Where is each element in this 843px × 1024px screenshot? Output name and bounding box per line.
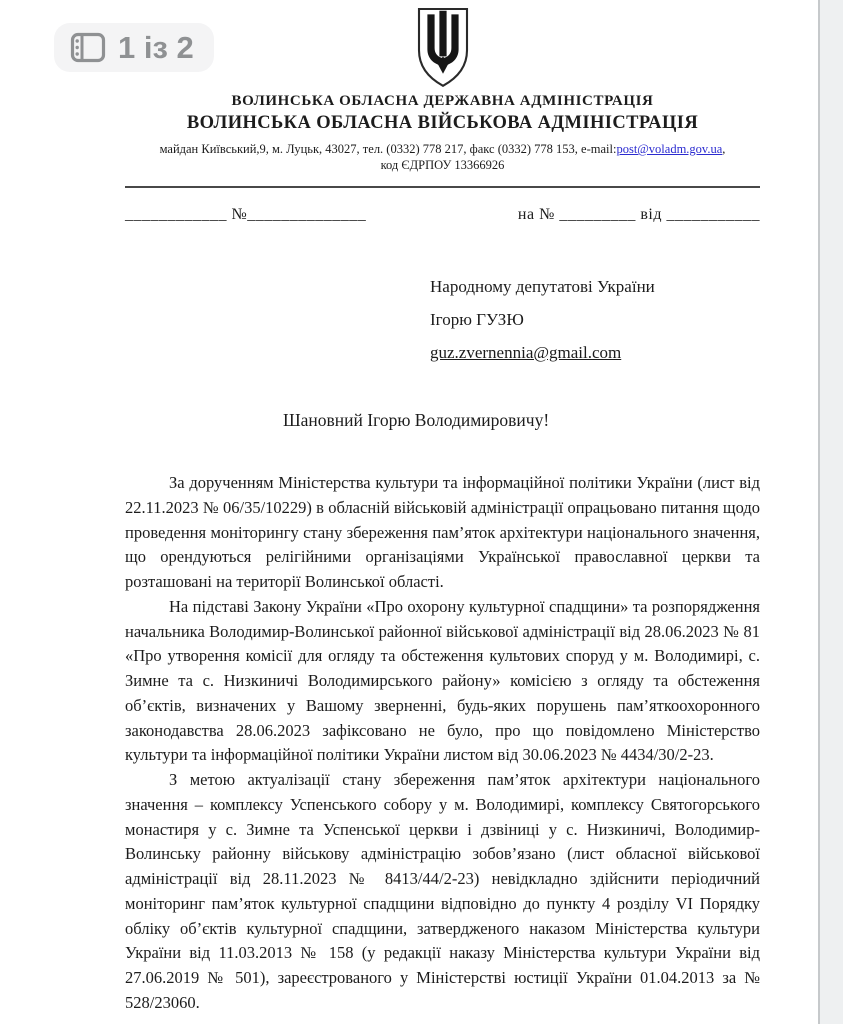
- outgoing-number-blank: ____________ №______________: [125, 206, 367, 223]
- reference-number-line: [125, 204, 760, 226]
- org-name-state-administration: ВОЛИНСЬКА ОБЛАСНА ДЕРЖАВНА АДМІНІСТРАЦІЯ: [231, 93, 654, 109]
- number-sign: №: [231, 206, 248, 223]
- body-paragraph-1: За дорученням Міністерства культури та інформаційної політики України (лист від 22.11.2023 № 06/35/10229) в обласній військовій адміністрації опрацьовано питання щодо проведення моніторингу стану збереження пам’яток архітектури національного значення, що орендуються релігійними організаціями Української православної церкви та розташовані на території Волинської області.: [125, 473, 760, 591]
- body-paragraph-2: На підставі Закону України «Про охорону культурної спадщини» та розпорядження начальника Володимир-Волинської районної військової адміністрації від 28.06.2023 № 81 «Про утворення комісії для огляду та обстеження культових споруд у м. Володимирі, с. Зимне та с. Низкиничі Володимирського району» комісією з огляду та обстеження об’єктів, визначених у Вашому зверненні, будь-яких порушень пам’яткоохоронного законодавства 28.06.2023 зафіксовано не було, про що повідомлено Міністерство культури та інформаційної політики України листом від 30.06.2023 № 4434/30/2-23.: [125, 596, 760, 765]
- letterhead-divider: [125, 186, 760, 188]
- contact-line: [125, 141, 760, 157]
- org-email-link[interactable]: post@voladm.gov.ua: [616, 142, 723, 156]
- recipient-title: Народному депутатові України: [430, 277, 655, 296]
- recipient-block: [430, 270, 760, 369]
- body-paragraph-3: З метою актуалізації стану збереження пам’яток архітектури національного значення – комплексу Успенського собору у м. Володимирі, комплексу Святогорського монастиря у с. Зимне та Успенської церкви і дзвіниці у с. Низкиничі, Володимир-Волинську районну військову адміністрацію зобов’язано (лист обласної військової адміністрації від 28.11.2023 № 8413/44/2-23) невідкладно здійснити періодичний моніторинг пам’яток культурної спадщини відповідно до пункту 4 розділу VI Порядку обліку об’єктів культурної спадщини, затвердженого наказом Міністерства культури України від 11.03.2013 № 158 (у редакції наказу Міністерства культури України від 27.06.2019 № 501), зареєстрованого у Міністерстві юстиції України 01.04.2013 за № 528/23060.: [125, 770, 760, 1012]
- edrpou-line: код ЄДРПОУ 13366926: [380, 158, 505, 172]
- page-indicator[interactable]: [54, 23, 214, 72]
- contact-suffix: ,: [722, 142, 726, 156]
- recipient-name: Ігорю ГУЗЮ: [430, 310, 524, 329]
- vid-label: від: [640, 206, 662, 223]
- contact-text: майдан Київський,9, м. Луцьк, 43027, тел. (0332) 778 217, факс (0332) 778 153, e-mail:: [159, 142, 617, 156]
- page-indicator-label: 1 із 2: [118, 30, 194, 65]
- ukraine-trident-emblem-icon: [412, 6, 474, 90]
- salutation: Шановний Ігорю Володимировичу!: [283, 410, 550, 430]
- pages-icon: [70, 32, 106, 63]
- letter-body: [125, 471, 760, 1016]
- org-name-military-administration: ВОЛИНСЬКА ОБЛАСНА ВІЙСЬКОВА АДМІНІСТРАЦІЯ: [186, 113, 699, 133]
- recipient-email-link[interactable]: guz.zvernennia@gmail.com: [430, 343, 622, 362]
- incoming-number-blank: на № _________ від ___________: [517, 206, 760, 223]
